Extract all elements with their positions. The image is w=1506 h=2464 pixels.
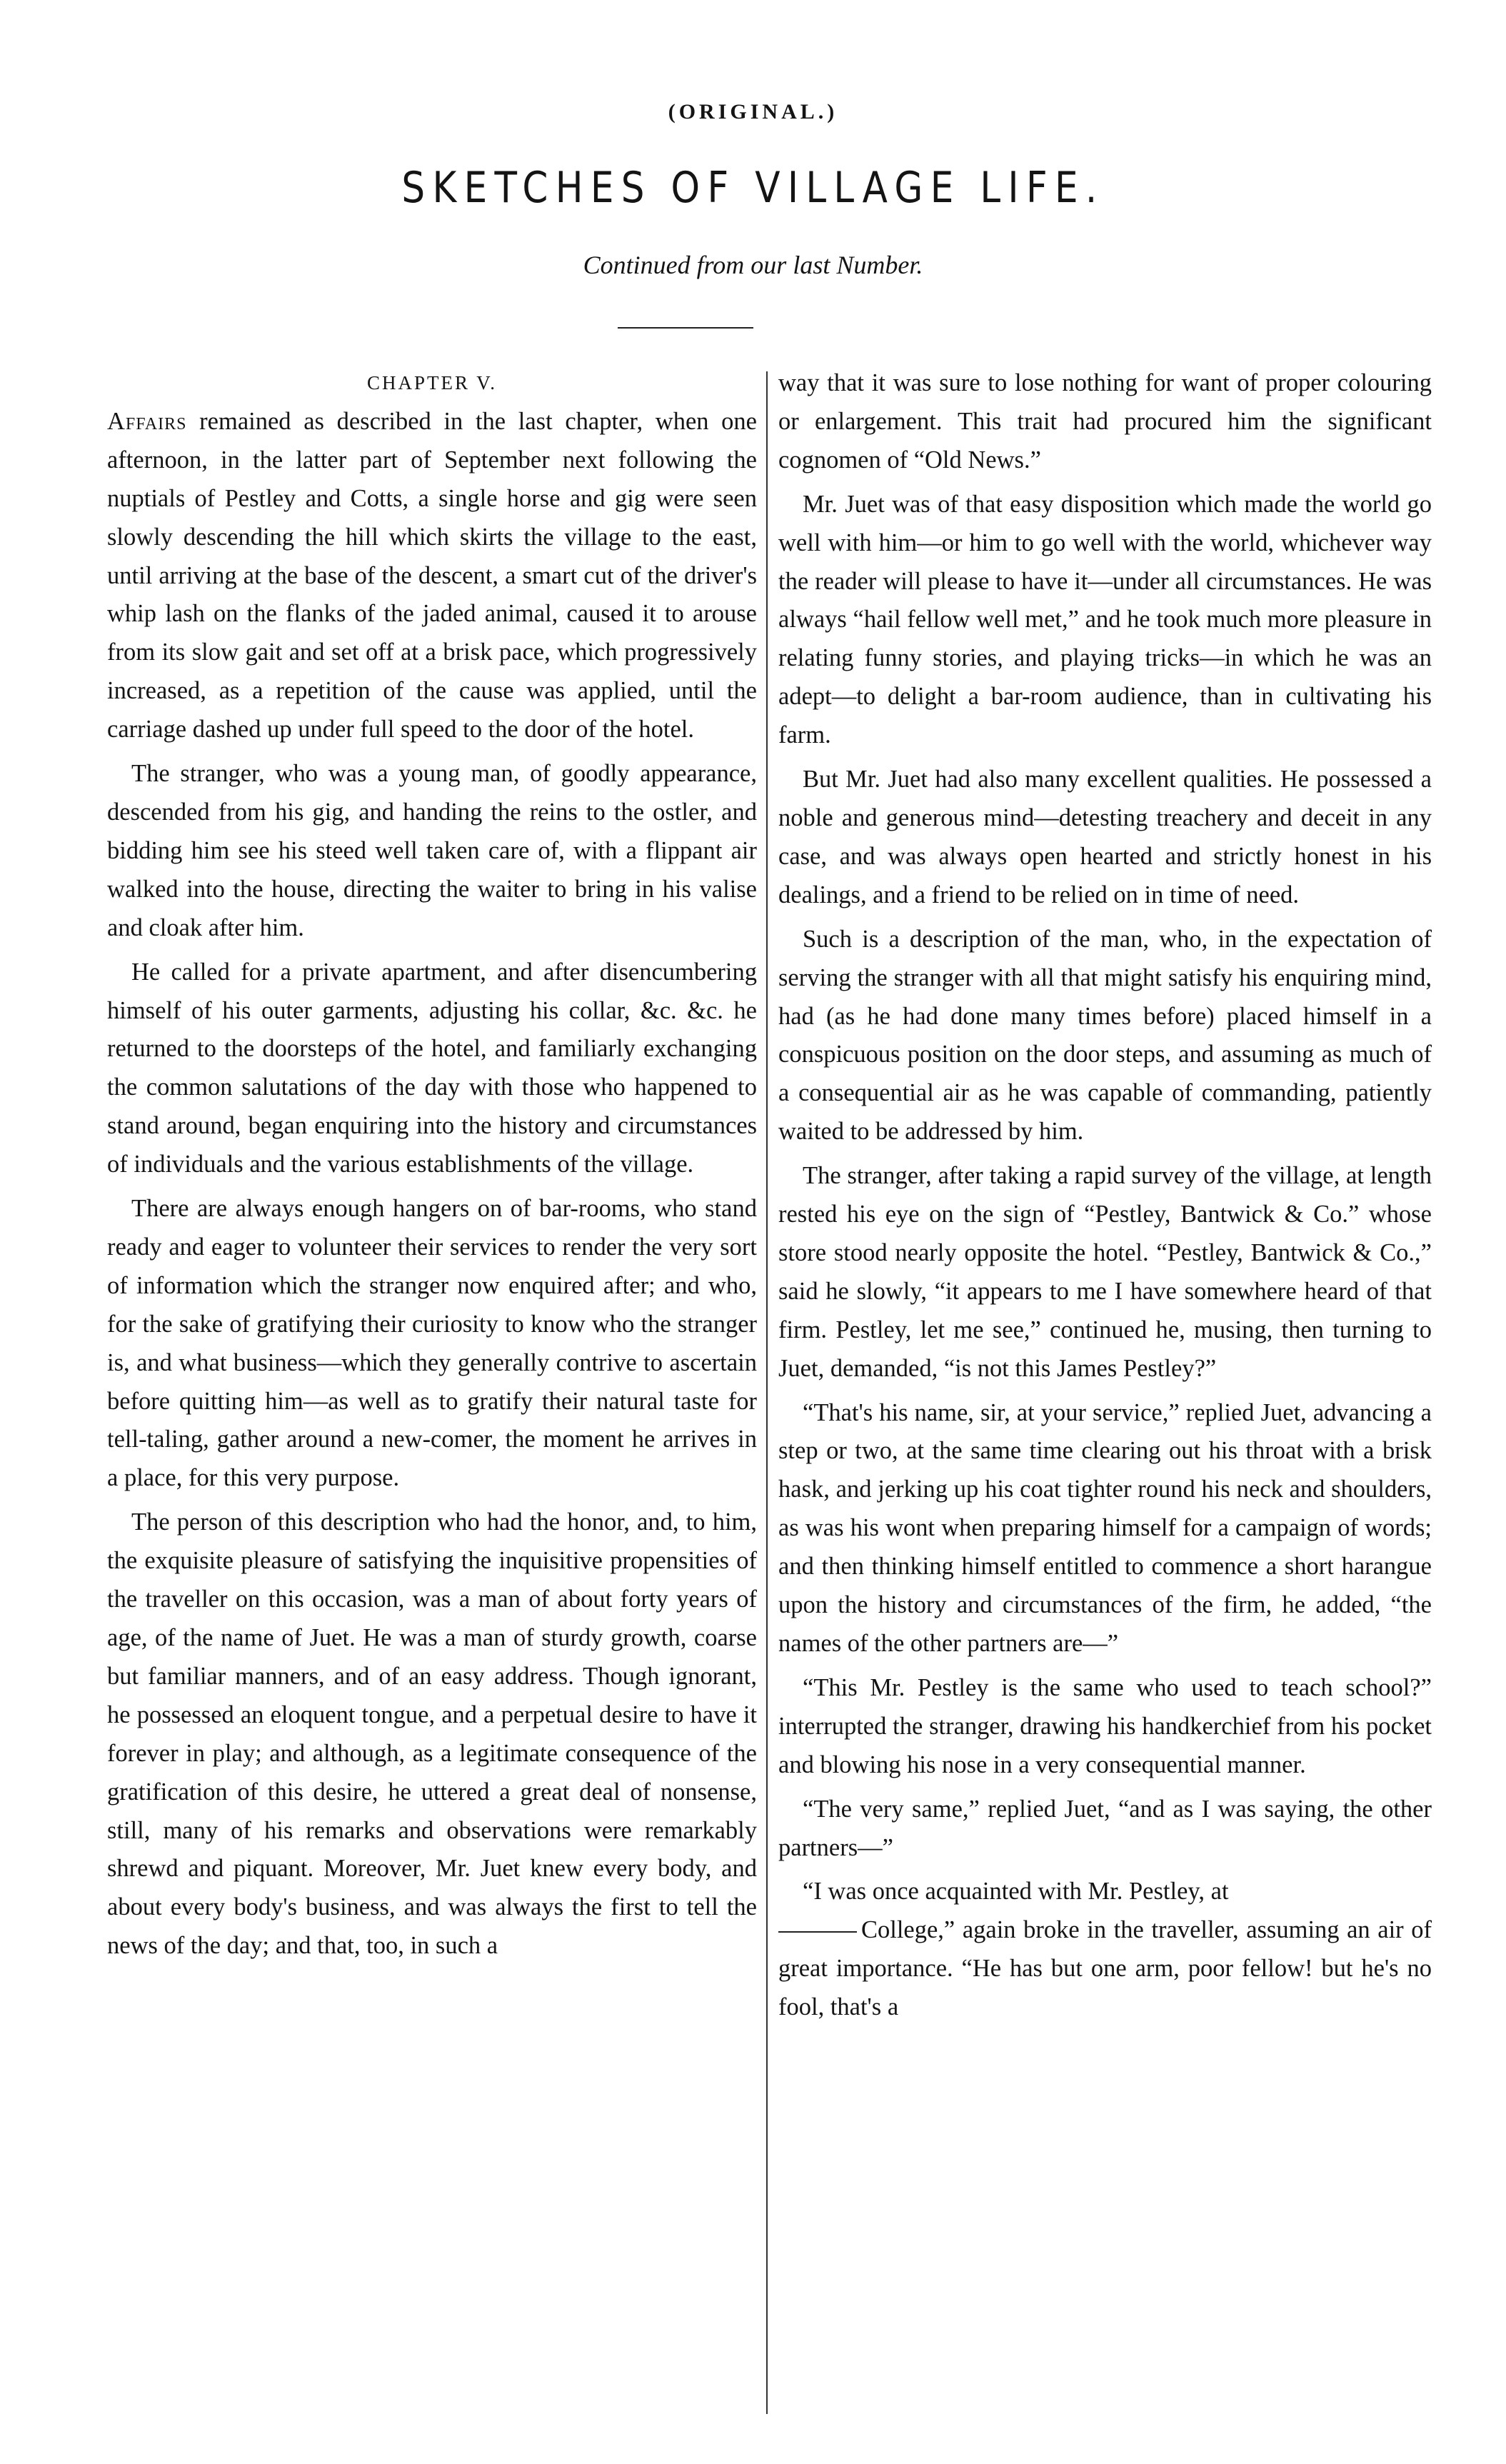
paragraph-text: remained as described in the last chapter, when one afternoon, in the latter part of September next following the nuptials of Pestley and Cotts, a single horse and gig were seen slowly descending the hill which skirts the village to the east, until arriving at the base of the descent, a smart cut of the driver's whip lash on the flanks of the jaded animal, caused it to arouse from its slow gait and set off at a brisk pace, which progressively increased, as a repetition of the cause was applied, until the carriage dashed up under full speed to the door of the hotel. bbox=[107, 407, 757, 743]
article-subtitle: Continued from our last Number. bbox=[583, 251, 923, 279]
paragraph: The person of this description who had the honor, and, to him, the exquisite pleasure of satisfying the inquisitive propensities of the traveller on this occasion, was a man of about forty years of age, of the name of Juet. He was a man of sturdy growth, coarse but familiar manners, and of an easy address. Though ignorant, he possessed an eloquent tongue, and a perpetual desire to have it forever in play; and although, as a legitimate consequence of the gratification of this desire, he uttered a great deal of nonsense, still, many of his remarks and observations were remarkably shrewd and piquant. Moreover, Mr. Juet knew every body, and about every body's business, and was always the first to tell the news of the day; and that, too, in such a bbox=[107, 1508, 757, 1960]
paragraph: Mr. Juet was of that easy disposition which made the world go well with him—or him to go well with the world, whichever way the reader will please to have it—under all circumstances. He was always “hail fellow well met,” and he took much more pleasure in relating funny stories, and playing tricks—in which he was an adept—to delight a bar-room audience, than in cultivating his farm. bbox=[778, 490, 1432, 749]
left-column bbox=[107, 364, 757, 1971]
paragraph-text: College,” again broke in the traveller, assuming an air of great importance. “He has but one arm, poor fellow! but he's no fool, that's a bbox=[778, 1916, 1432, 2021]
blank-dash bbox=[778, 1931, 857, 1933]
chapter-heading: CHAPTER V. bbox=[366, 372, 498, 394]
right-column bbox=[778, 364, 1432, 2033]
paragraph: “The very same,” replied Juet, “and as I was saying, the other partners—” bbox=[778, 1795, 1432, 1861]
paragraph bbox=[778, 1873, 1432, 2027]
paragraph: “This Mr. Pestley is the same who used to teach school?” interrupted the stranger, drawing his handkerchief from his pocket and blowing his nose in a very consequential manner. bbox=[778, 1673, 1432, 1778]
article-title: SKETCHES OF VILLAGE LIFE. bbox=[401, 163, 1105, 213]
paragraph: way that it was sure to lose nothing for want of proper colouring or enlargement. This trait had procured him the significant cognomen of “Old News.” bbox=[778, 369, 1432, 474]
column-divider bbox=[766, 371, 768, 2414]
original-label: (ORIGINAL.) bbox=[668, 100, 838, 124]
header-divider bbox=[618, 327, 753, 329]
paragraph: The stranger, after taking a rapid survey of the village, at length rested his eye on the sign of “Pestley, Bantwick & Co.” whose store stood nearly opposite the hotel. “Pestley, Bantwick & Co.,” said he slowly, “it appears to me I have somewhere heard of that firm. Pestley, let me see,” continued he, musing, then turning to Juet, demanded, “is not this James Pestley?” bbox=[778, 1162, 1432, 1382]
paragraph-text: “I was once acquainted with Mr. Pestley, at bbox=[803, 1878, 1229, 1905]
paragraph: Such is a description of the man, who, in the expectation of serving the stranger with all that might satisfy his enquiring mind, had (as he had done many times before) placed himself in a conspicuous position on the door steps, and assuming as much of a consequential air as he was capable of commanding, patiently waited to be addressed by him. bbox=[778, 925, 1432, 1146]
paragraph: “That's his name, sir, at your service,” replied Juet, advancing a step or two, at the same time clearing out his throat with a brisk hask, and jerking up his coat tighter round his neck and shoulders, as was his wont when preparing himself for a campaign of words; and then thinking himself entitled to commence a short harangue upon the history and circumstances of the firm, he added, “the names of the other partners are—” bbox=[778, 1398, 1432, 1657]
paragraph-lead: Affairs bbox=[107, 407, 187, 435]
paragraph: He called for a private apartment, and after disencumbering himself of his outer garments, adjusting his collar, &c. &c. he returned to the doorsteps of the hotel, and familiarly exchanging the common salutations of the day with those who happened to stand around, began enquiring into the history and circumstances of individuals and the various establishments of the village. bbox=[107, 958, 757, 1178]
paragraph: The stranger, who was a young man, of goodly appearance, descended from his gig, and handing the reins to the ostler, and bidding him see his steed well taken care of, with a flippant air walked into the house, directing the waiter to bring in his valise and cloak after him. bbox=[107, 760, 757, 941]
paragraph: There are always enough hangers on of bar-rooms, who stand ready and eager to volunteer their services to render the very sort of information which the stranger now enquired after; and who, for the sake of gratifying their curiosity to know who the stranger is, and what business—which they generally contrive to ascertain before quitting him—as well as to gratify their natural taste for tell-taling, gather around a new-comer, the moment he arrives in a place, for this very purpose. bbox=[107, 1195, 757, 1492]
paragraph: But Mr. Juet had also many excellent qualities. He possessed a noble and generous mind—detesting treachery and deceit in any case, and was always open hearted and strictly honest in his dealings, and a friend to be relied on in time of need. bbox=[778, 766, 1432, 908]
paragraph bbox=[107, 403, 757, 749]
